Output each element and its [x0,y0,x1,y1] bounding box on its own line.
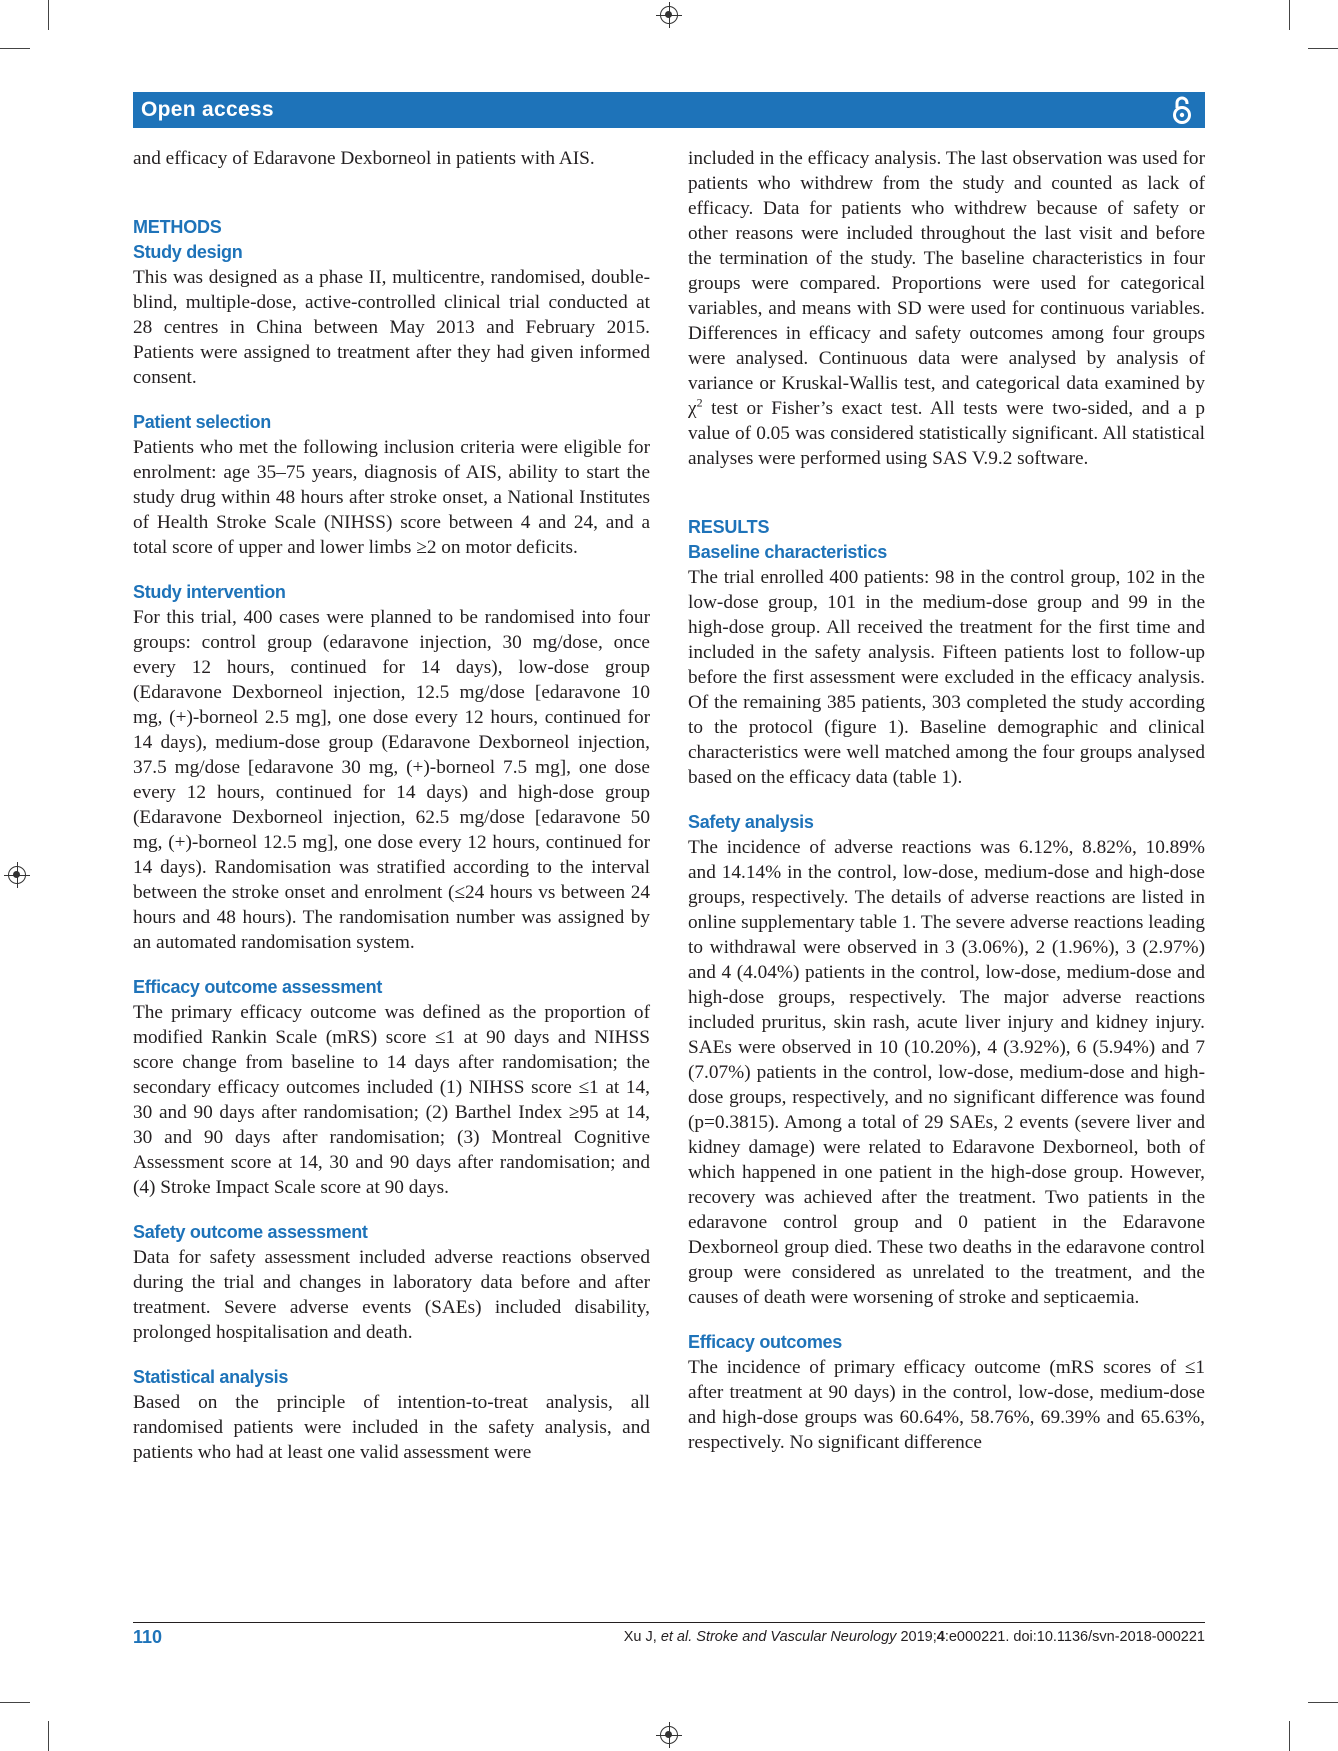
baseline-paragraph: The trial enrolled 400 patients: 98 in the control group, 102 in the low-dose group, 101 in the medium-dose group and 99 in the high-dose group. All received the treatment for the first time and included in the safety analysis. Fifteen patients lost to follow-up before the first assessment were excluded in the efficacy analysis. Of the remaining 385 patients, 303 completed the study according to the protocol (figure 1). Baseline demographic and clinical characteristics were well matched among the four groups analysed based on the efficacy data (table 1). [688,567,1205,788]
safety-assessment-heading: Safety outcome assessment [133,1222,368,1242]
crop-mark [1308,48,1338,49]
banner-title: Open access [141,98,274,121]
results-heading: RESULTS [688,517,770,537]
crop-mark [1289,0,1290,30]
methods-heading: METHODS [133,217,222,237]
efficacy-outcomes-heading: Efficacy outcomes [688,1332,842,1352]
registration-mark-icon [660,1726,678,1744]
crop-mark [48,0,49,30]
statistical-analysis-paragraph: Based on the principle of intention-to-treat analysis, all randomised patients were included in the safety analysis, and patients who had at least one valid assessment were [133,1392,650,1463]
open-access-banner [133,92,1205,128]
crop-mark [48,1721,49,1751]
crop-mark [1289,1721,1290,1751]
efficacy-outcomes-paragraph: The incidence of primary efficacy outcome (mRS scores of ≤1 after treatment at 90 days) in the control, low-dose, medium-dose and high-dose groups was 60.64%, 58.76%, 69.39% and 65.63%, respectively. No significant difference [688,1357,1205,1453]
intro-paragraph: and efficacy of Edaravone Dexborneol in patients with AIS. [133,148,595,169]
open-access-lock-icon [1171,95,1193,125]
patient-selection-heading: Patient selection [133,412,271,432]
citation-year: 2019; [896,1629,937,1645]
citation-doi: :e000221. doi:10.1136/svn-2018-000221 [944,1629,1205,1645]
safety-analysis-paragraph: The incidence of adverse reactions was 6.12%, 8.82%, 10.89% and 14.14% in the control, low-dose, medium-dose and high-dose groups, respectively. The details of adverse reactions are listed in online supplementary table 1. The severe adverse reactions leading to withdrawal were observed in 3 (3.06%), 2 (1.96%), 3 (2.97%) and 4 (4.04%) patients in the control, low-dose, medium-dose and high-dose groups, respectively. The major adverse reactions included pruritus, skin rash, acute liver injury and kidney injury. SAEs were observed in 10 (10.20%), 4 (3.92%), 6 (5.94%) and 7 (7.07%) patients in the control, low-dose, medium-dose and high-dose groups, respectively, and no significant difference was found (p=0.3815). Among a total of 29 SAEs, 2 events (severe liver and kidney damage) were related to Edaravone Dexborneol, both of which happened in one patient in the high-dose group. However, recovery was achieved after the treatment. Two patients in the edaravone control group and 0 patient in the Edaravone Dexborneol group died. These two deaths in the edaravone control group were considered as unrelated to the treatment, and the causes of death were worsening of stroke and septicaemia. [688,837,1205,1308]
crop-mark [0,48,30,49]
study-design-paragraph: This was designed as a phase II, multicentre, randomised, double-blind, multiple-dose, active-controlled clinical trial conducted at 28 centres in China between May 2013 and February 2015. Patients were assigned to treatment after they had given informed consent. [133,267,650,388]
statistical-analysis-heading: Statistical analysis [133,1367,289,1387]
registration-mark-icon [660,6,678,24]
chi-square-superscript: 2 [696,395,703,410]
right-column [688,146,1205,1455]
left-column [133,146,650,1465]
efficacy-assessment-heading: Efficacy outcome assessment [133,977,383,997]
study-design-heading: Study design [133,242,243,262]
continuation-text-end: test or Fisher’s exact test. All tests were two-sided, and a p value of 0.05 was considered statistically significant. All statistical analyses were performed using SAS V.9.2 software. [688,398,1205,469]
footer-rule [133,1622,1205,1623]
statistical-analysis-continued [688,146,1205,471]
safety-assessment-paragraph: Data for safety assessment included adverse reactions observed during the trial and changes in laboratory data before and after treatment. Severe adverse events (SAEs) included disability, prolonged hospitalisation and death. [133,1247,650,1343]
study-intervention-paragraph: For this trial, 400 cases were planned to be randomised into four groups: control group (edaravone injection, 30 mg/dose, once every 12 hours, continued for 14 days), low-dose group (Edaravone Dexborneol injection, 12.5 mg/dose [edaravone 10 mg, (+)-borneol 2.5 mg], one dose every 12 hours, continued for 14 days), medium-dose group (Edaravone Dexborneol injection, 37.5 mg/dose [edaravone 30 mg, (+)-borneol 7.5 mg], one dose every 12 hours, continued for 14 days) and high-dose group (Edaravone Dexborneol injection, 62.5 mg/dose [edaravone 50 mg, (+)-borneol 12.5 mg], one dose every 12 hours, continued for 14 days). Randomisation was stratified according to the interval between the stroke onset and enrolment (≤24 hours vs between 24 hours and 48 hours). The randomisation number was assigned by an automated randomisation system. [133,607,650,953]
citation-journal: et al. Stroke and Vascular Neurology [660,1629,897,1645]
baseline-heading: Baseline characteristics [688,542,887,562]
study-intervention-heading: Study intervention [133,582,286,602]
page-number: 110 [133,1627,163,1647]
crop-mark [1308,1702,1338,1703]
patient-selection-paragraph: Patients who met the following inclusion criteria were eligible for enrolment: age 35–75 years, diagnosis of AIS, ability to start the study drug within 48 hours after stroke onset, a National Institutes of Health Stroke Scale (NIHSS) score between 4 and 24, and a total score of upper and lower limbs ≥2 on motor deficits. [133,437,650,558]
crop-mark [0,1702,30,1703]
efficacy-assessment-paragraph: The primary efficacy outcome was defined as the proportion of modified Rankin Scale (mRS) score ≤1 at 90 days and NIHSS score change from baseline to 14 days after randomisation; the secondary efficacy outcomes included (1) NIHSS score ≤1 at 14, 30 and 90 days after randomisation; (2) Barthel Index ≥95 at 14, 30 and 90 days after randomisation; (3) Montreal Cognitive Assessment score at 14, 30 and 90 days after randomisation; and (4) Stroke Impact Scale score at 90 days. [133,1002,650,1198]
citation-authors: Xu J, [623,1629,661,1645]
safety-analysis-heading: Safety analysis [688,812,814,832]
continuation-text: included in the efficacy analysis. The last observation was used for patients who withdrew from the study and counted as lack of efficacy. Data for patients who withdrew because of safety or other reasons were included throughout the last visit and before the termination of the study. The baseline characteristics in four groups were compared. Proportions were used for categorical variables, and means with SD were used for continuous variables. Differences in efficacy and safety outcomes among four groups were analysed. Continuous data were analysed by analysis of variance or Kruskal-Wallis test, and categorical data examined by χ [688,148,1205,419]
registration-mark-icon [8,866,26,884]
footer-citation [624,1629,1205,1645]
citation-volume: 4 [936,1629,945,1645]
